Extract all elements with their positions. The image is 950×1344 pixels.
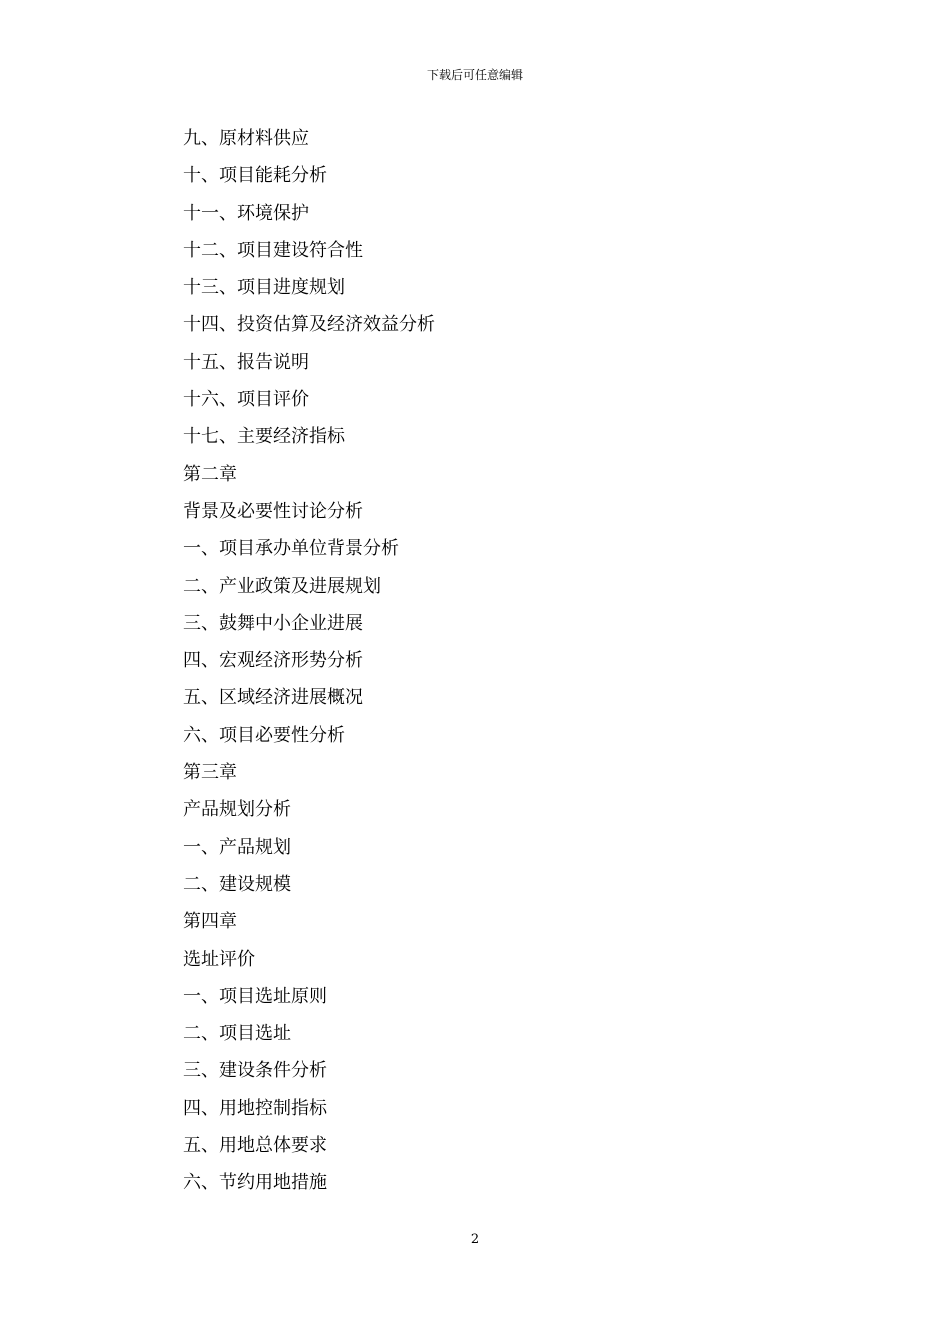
toc-item: 六、节约用地措施 <box>183 1172 327 1194</box>
chapter-title: 产品规划分析 <box>183 799 291 821</box>
toc-item: 五、区域经济进展概况 <box>183 687 363 709</box>
toc-item: 一、产品规划 <box>183 836 291 858</box>
chapter-heading: 第二章 <box>183 463 237 485</box>
toc-item: 十一、环境保护 <box>183 202 309 224</box>
toc-item: 二、产业政策及进展规划 <box>183 575 381 597</box>
toc-item: 十六、项目评价 <box>183 389 309 411</box>
toc-item: 二、项目选址 <box>183 1023 291 1045</box>
toc-item: 十、项目能耗分析 <box>183 165 327 187</box>
toc-item: 二、建设规模 <box>183 873 291 895</box>
page-number: 2 <box>470 1232 480 1247</box>
toc-item: 五、用地总体要求 <box>183 1135 327 1157</box>
toc-item: 六、项目必要性分析 <box>183 724 345 746</box>
toc-item: 十五、报告说明 <box>183 351 309 373</box>
table-of-contents <box>183 120 435 1202</box>
toc-item: 十七、主要经济指标 <box>183 426 345 448</box>
toc-item: 一、项目选址原则 <box>183 985 327 1007</box>
toc-item: 三、鼓舞中小企业进展 <box>183 612 363 634</box>
chapter-heading: 第四章 <box>183 911 237 933</box>
chapter-title: 背景及必要性讨论分析 <box>183 500 363 522</box>
toc-item: 三、建设条件分析 <box>183 1060 327 1082</box>
chapter-heading: 第三章 <box>183 762 237 784</box>
toc-item: 十四、投资估算及经济效益分析 <box>183 314 435 336</box>
page-header: 下载后可任意编辑 <box>426 68 523 82</box>
toc-item: 十二、项目建设符合性 <box>183 239 363 261</box>
toc-item: 十三、项目进度规划 <box>183 277 345 299</box>
toc-item: 一、项目承办单位背景分析 <box>183 538 399 560</box>
chapter-title: 选址评价 <box>183 948 255 970</box>
toc-item: 九、原材料供应 <box>183 128 309 149</box>
toc-item: 四、宏观经济形势分析 <box>183 650 363 672</box>
toc-item: 四、用地控制指标 <box>183 1097 327 1119</box>
